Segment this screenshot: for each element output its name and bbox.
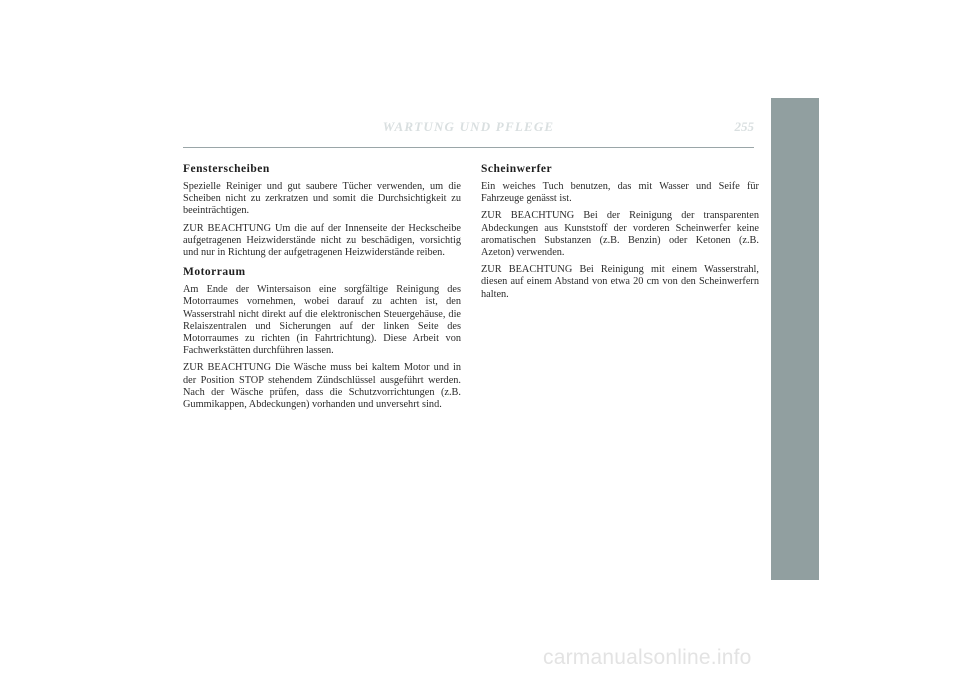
section-scheinwerfer (481, 162, 759, 301)
paragraph: Ein weiches Tuch benutzen, das mit Wasser und Seife für Fahrzeuge genässt ist. (481, 181, 759, 205)
page-number: 255 (734, 119, 754, 134)
chapter-title: WARTUNG UND PFLEGE (382, 119, 555, 134)
left-column (183, 162, 461, 417)
section-heading: Motorraum (183, 266, 246, 279)
paragraph: ZUR BEACHTUNG Bei der Reinigung der transparenten Abdeckungen aus Kunststoff der vorderen Scheinwerfer keine aromatischen Substanzen (z.B. Benzin) oder Ketonen (z.B. Azeton) verwenden. (481, 210, 759, 259)
watermark: carmanualsonline.info (543, 646, 752, 669)
paragraph: Am Ende der Wintersaison eine sorgfältige Reinigung des Motorraumes vornehmen, wobei darauf zu achten ist, den Wasserstrahl nicht direkt auf die elektronischen Steuergehäuse, die Relaiszentralen und Sicherungen auf der linken Seite des Motorraumes zu richten (in Fahrtrichtung). Diese Arbeit von Fachwerkstätten durchführen lassen. (183, 284, 461, 357)
right-column (481, 162, 759, 307)
section-heading: Fensterscheiben (183, 163, 270, 175)
section-heading: Scheinwerfer (481, 163, 553, 175)
section-fensterscheiben (183, 162, 461, 259)
paragraph: ZUR BEACHTUNG Um die auf der Innenseite der Heckscheibe aufgetragenen Heizwiderstände nicht zu beschädigen, vorsichtig und nur in Richtung der aufgetragenen Heizwiderstände reiben. (183, 222, 461, 259)
paragraph: ZUR BEACHTUNG Die Wäsche muss bei kaltem Motor und in der Position STOP stehendem Zündschlüssel ausgeführt werden. Nach der Wäsche prüfen, dass die Schutzvorrichtungen (z.B. Gummikappen, Abdeckungen) vorhanden und unversehrt sind. (183, 362, 461, 411)
page-header (183, 117, 754, 148)
paragraph: Spezielle Reiniger und gut saubere Tücher verwenden, um die Scheiben nicht zu zerkratzen und somit die Durchsichtigkeit zu beeinträchtigen. (183, 181, 461, 217)
section-motorraum (183, 265, 461, 411)
paragraph: ZUR BEACHTUNG Bei Reinigung mit einem Wasserstrahl, diesen auf einem Abstand von etwa 20 cm von den Scheinwerfern halten. (481, 264, 759, 300)
chapter-side-tab (771, 98, 819, 580)
